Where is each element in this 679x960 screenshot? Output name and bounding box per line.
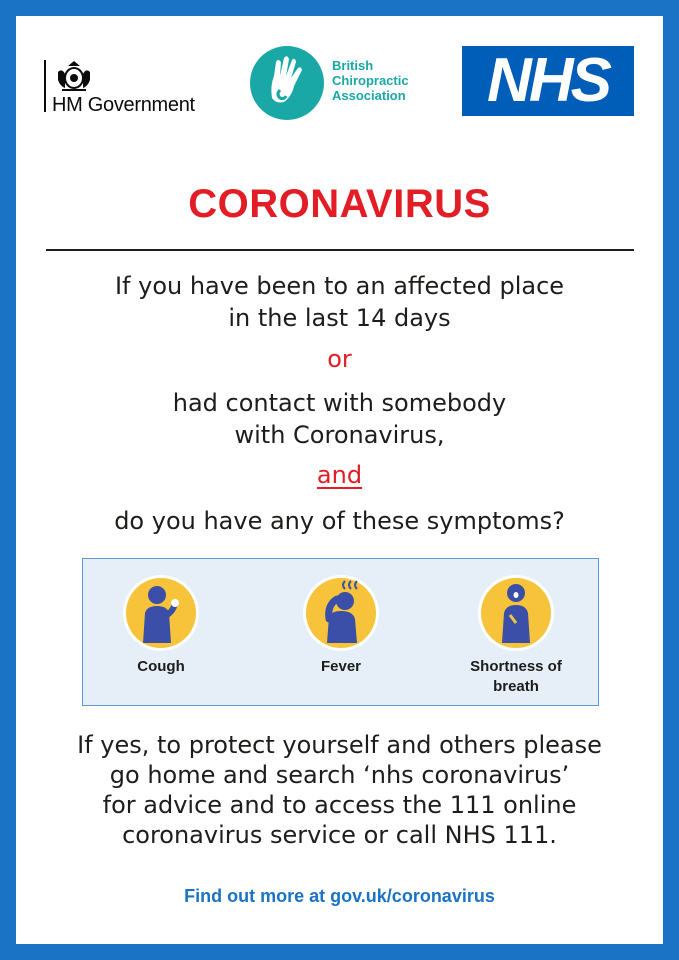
body-line-2: in the last 14 days — [228, 304, 451, 332]
bca-name — [332, 58, 409, 103]
body-line-3: had contact with somebody — [172, 389, 507, 417]
advice-line-3: for advice and to access the 111 online — [102, 791, 577, 819]
advice-line-4: coronavirus service or call NHS 111. — [122, 821, 557, 849]
symptom-cough — [86, 573, 236, 677]
shortness-label-line2: breath — [493, 678, 539, 695]
hm-government-logo — [44, 58, 224, 134]
bca-hand-icon — [250, 46, 324, 120]
fever-icon — [301, 573, 381, 653]
bca-line2: Chiropractic — [332, 73, 409, 88]
bca-line1: British — [332, 58, 374, 73]
bca-line3: Association — [332, 88, 406, 103]
shortness-label-line1: Shortness of — [470, 658, 562, 675]
royal-crest-icon — [52, 58, 96, 94]
nhs-logo — [462, 46, 634, 116]
cough-label: Cough — [137, 658, 185, 675]
cough-icon — [121, 573, 201, 653]
body-line-4: with Coronavirus, — [234, 421, 445, 449]
and-text — [16, 460, 663, 490]
or-text: or — [327, 345, 352, 373]
find-out-more-link[interactable]: Find out more at gov.uk/coronavirus — [184, 886, 495, 906]
advice-line-1: If yes, to protect yourself and others please — [77, 731, 602, 759]
logo-divider — [44, 60, 46, 112]
page-title: CORONAVIRUS — [188, 182, 491, 226]
title-divider — [46, 249, 634, 251]
symptom-shortness-of-breath — [441, 573, 591, 697]
nhs-logo-text: NHS — [487, 46, 609, 115]
symptoms-panel — [82, 558, 599, 706]
shortness-of-breath-icon — [476, 573, 556, 653]
body-line-1: If you have been to an affected place — [114, 272, 565, 300]
fever-label: Fever — [320, 658, 362, 675]
symptom-fever — [266, 573, 416, 677]
hm-government-text: HM Government — [52, 94, 195, 116]
bca-logo — [250, 46, 440, 126]
shortness-of-breath-label — [441, 657, 591, 697]
and-underlined: and — [316, 461, 363, 489]
advice-line-2: go home and search ‘nhs coronavirus’ — [109, 761, 570, 789]
body-line-5: do you have any of these symptoms? — [114, 507, 565, 535]
poster — [16, 16, 663, 944]
